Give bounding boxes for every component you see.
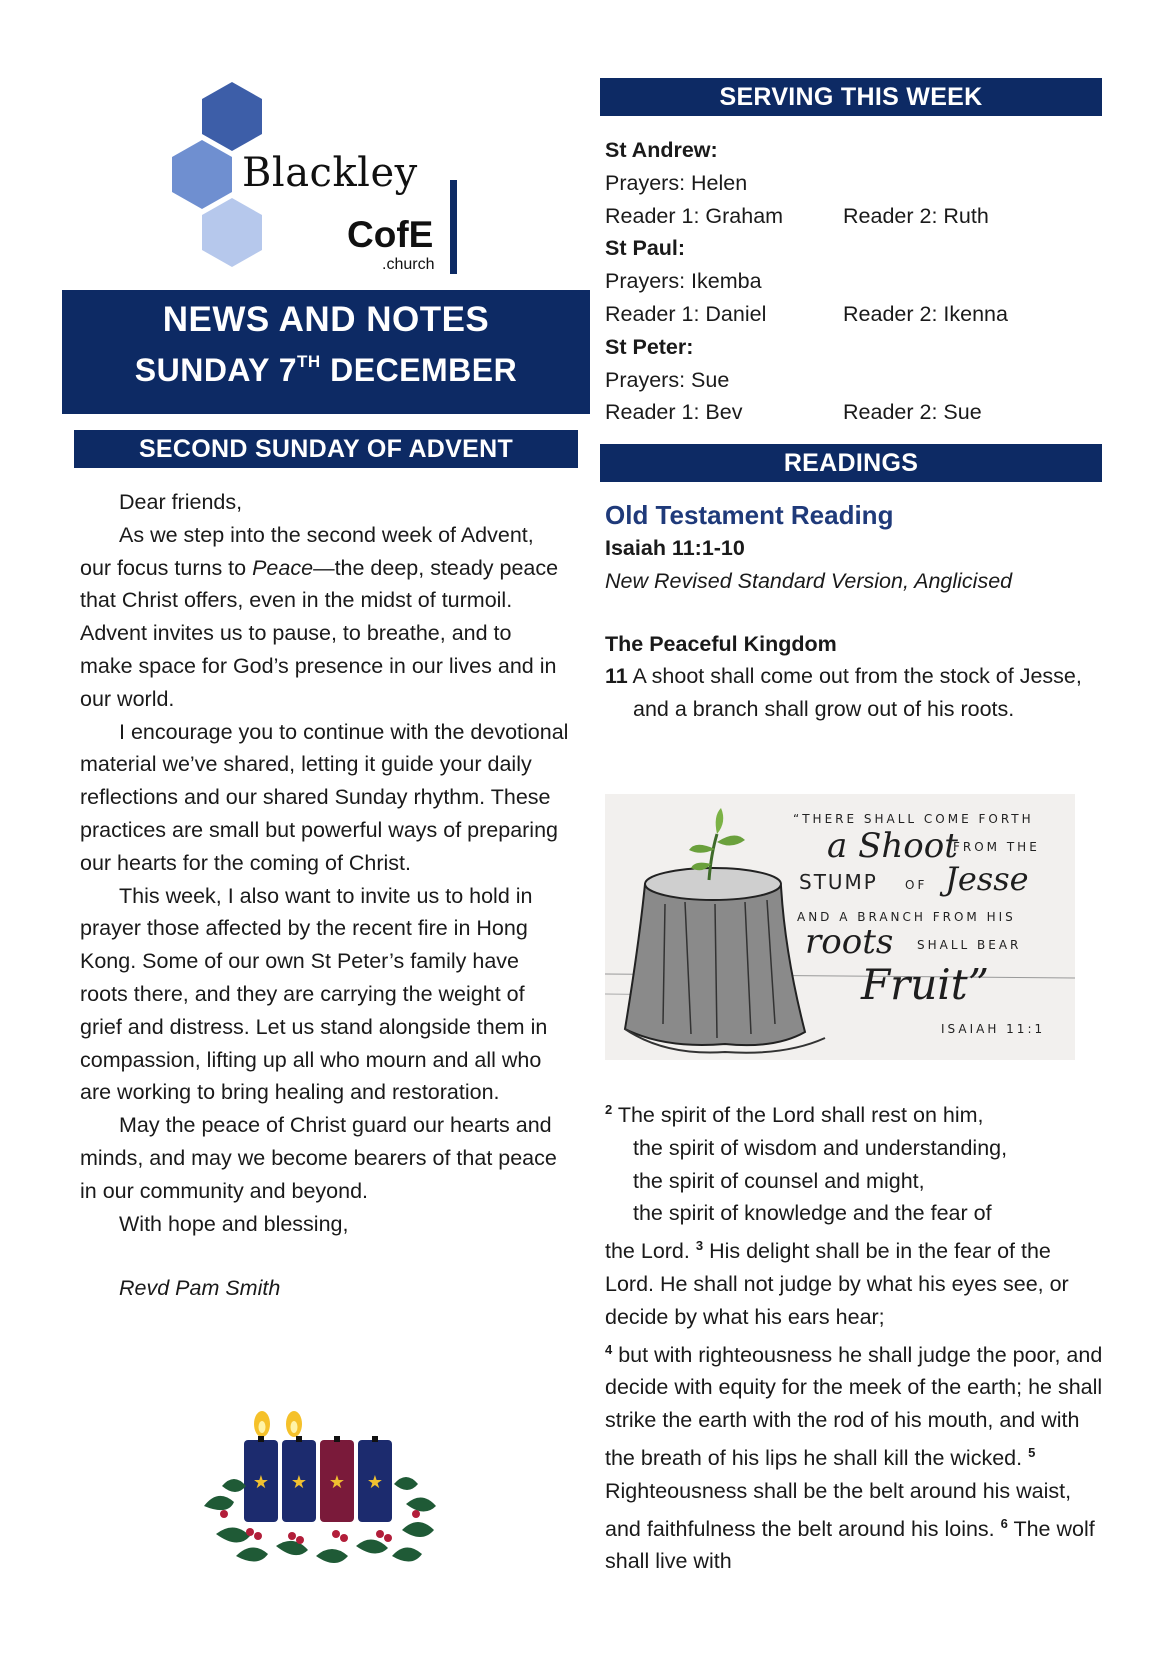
letter-closing: With hope and blessing,	[119, 1211, 349, 1236]
verse-number: 5	[1028, 1444, 1036, 1460]
church-logo	[172, 78, 462, 278]
illustration-of: OF	[905, 878, 928, 892]
church-name: St Peter:	[605, 334, 694, 359]
letter-paragraph-1	[80, 519, 570, 716]
verse-text: The spirit of the Lord shall rest on him,	[612, 1103, 984, 1127]
reader-2: Reader 2: Sue	[843, 400, 982, 425]
reader-row	[605, 396, 1105, 429]
verse-text: A shoot shall come out from the stock of Jesse,	[627, 664, 1082, 689]
reading-subheading: The Peaceful Kingdom	[605, 631, 837, 656]
verse-1	[605, 660, 1100, 693]
illustration-jesse: Jesse	[945, 860, 1029, 898]
date-suffix-sup: TH	[297, 352, 321, 371]
reader-row	[605, 298, 1105, 331]
newsletter-title-box	[62, 290, 590, 414]
newsletter-title: NEWS AND NOTES	[162, 300, 490, 339]
letter-signature: Revd Pam Smith	[119, 1276, 281, 1301]
illustration-reference: ISAIAH 11:1	[941, 1022, 1046, 1036]
verse-number: 11	[605, 664, 628, 689]
readings-block	[605, 498, 1100, 726]
verse-text: Righteousness shall be the belt around his waist, and faithfulness the belt around his loins.	[605, 1478, 1072, 1541]
p1-after: —the deep, steady peace that Christ offers, even in the midst of turmoil. Advent invites us to pause, to breathe, and to make space for God’s presence in our lives and in our world.	[80, 555, 559, 711]
serving-rota	[605, 134, 1105, 429]
verse-number: 4	[605, 1341, 613, 1357]
verse-text: The wolf shall live with	[605, 1516, 1095, 1574]
reader-1: Reader 1: Bev	[605, 400, 743, 425]
prayers-assignment: Prayers: Sue	[605, 367, 730, 392]
verses-4-6-paragraph	[605, 1334, 1105, 1579]
stump-of-jesse-illustration	[605, 794, 1075, 1060]
svg-text:★: ★	[252, 1472, 270, 1492]
svg-text:★: ★	[328, 1472, 346, 1492]
illustration-line-4: AND A BRANCH FROM HIS	[797, 910, 1016, 924]
advent-section-header: SECOND SUNDAY OF ADVENT	[74, 430, 578, 468]
reading-version: New Revised Standard Version, Anglicised	[605, 568, 1013, 593]
illustration-roots: roots	[805, 922, 894, 962]
letter-paragraph-2: I encourage you to continue with the devotional material we’ve shared, letting it guide your daily reflections and our shared Sunday rhythm. These practices are small but powerful ways of preparing our hearts for the coming of Christ.	[80, 719, 569, 875]
verse-number: 2	[605, 1102, 613, 1117]
verse-number: 6	[1000, 1515, 1008, 1531]
verses-2-6	[605, 1094, 1105, 1578]
verse-1-line-2: and a branch shall grow out of his roots.	[633, 697, 1015, 722]
verse-2-line: the spirit of wisdom and understanding,	[633, 1135, 1008, 1160]
letter-paragraph-4: May the peace of Christ guard our hearts and minds, and may we become bearers of that peace in our community and beyond.	[80, 1113, 557, 1203]
readings-section-header: READINGS	[600, 444, 1102, 482]
date-prefix: SUNDAY 7	[134, 352, 298, 388]
verse-2-line: the spirit of counsel and might,	[633, 1168, 925, 1193]
prayers-assignment: Prayers: Helen	[605, 170, 748, 195]
letter-greeting: Dear friends,	[119, 490, 243, 514]
verse-text: His delight shall be in the fear of the Lord. He shall not judge by what his eyes see, or decide by what his ears hear;	[605, 1239, 1069, 1329]
illustration-line-1: “THERE SHALL COME FORTH	[793, 812, 1034, 826]
svg-text:★: ★	[290, 1472, 308, 1492]
reader-1: Reader 1: Graham	[605, 203, 784, 228]
logo-line-cofe: CofE	[347, 214, 434, 255]
logo-line-church: .church	[382, 256, 435, 273]
letter-paragraph-3: This week, I also want to invite us to hold in prayer those affected by the recent fire in Hong Kong. Some of our own St Peter’s family have roots there, and they are carrying the weight of grief and distress. Let us stand alongside them in compassion, lifting up all who mourn and all who are working to bring healing and restoration.	[80, 883, 548, 1105]
newsletter-date	[62, 352, 590, 389]
verse-2	[605, 1094, 1105, 1132]
advent-wreath-icon	[196, 1406, 446, 1572]
reading-reference: Isaiah 11:1-10	[605, 536, 745, 560]
verse-text: but with righteousness he shall judge the poor, and decide with equity for the meek of the earth; he shall strike the earth with the rod of his mouth, and with the breath of his lips he shall kill the wicked.	[605, 1342, 1103, 1470]
p1-emphasis: Peace	[252, 555, 314, 580]
illustration-shall-bear: SHALL BEAR	[917, 938, 1022, 952]
reader-2: Reader 2: Ikenna	[843, 301, 1008, 326]
church-name: St Andrew:	[605, 138, 718, 162]
svg-text:★: ★	[366, 1472, 384, 1492]
verse-2-line: the spirit of knowledge and the fear of	[633, 1201, 992, 1226]
illustration-stump: STUMP	[799, 870, 878, 894]
logo-line-blackley: Blackley	[242, 150, 418, 196]
verse-number: 3	[695, 1238, 704, 1254]
reader-row	[605, 200, 1105, 233]
p1-before: As we step into the second week of Advent, our focus turns to	[80, 522, 534, 580]
logo-bar	[450, 180, 457, 274]
illustration-fruit: Fruit”	[861, 960, 990, 1009]
verse-text: the Lord.	[605, 1239, 690, 1264]
reader-2: Reader 2: Ruth	[843, 203, 989, 228]
verses-2-3-paragraph	[605, 1230, 1105, 1333]
prayers-assignment: Prayers: Ikemba	[605, 269, 762, 294]
illustration-shoot: a Shoot	[827, 826, 958, 866]
date-month: DECEMBER	[320, 352, 518, 388]
pastoral-letter	[80, 486, 570, 1305]
reading-heading: Old Testament Reading	[605, 500, 894, 530]
illustration-from-the: FROM THE	[953, 840, 1040, 854]
reader-1: Reader 1: Daniel	[605, 301, 767, 326]
church-name: St Paul:	[605, 236, 686, 261]
serving-section-header: SERVING THIS WEEK	[600, 78, 1102, 116]
